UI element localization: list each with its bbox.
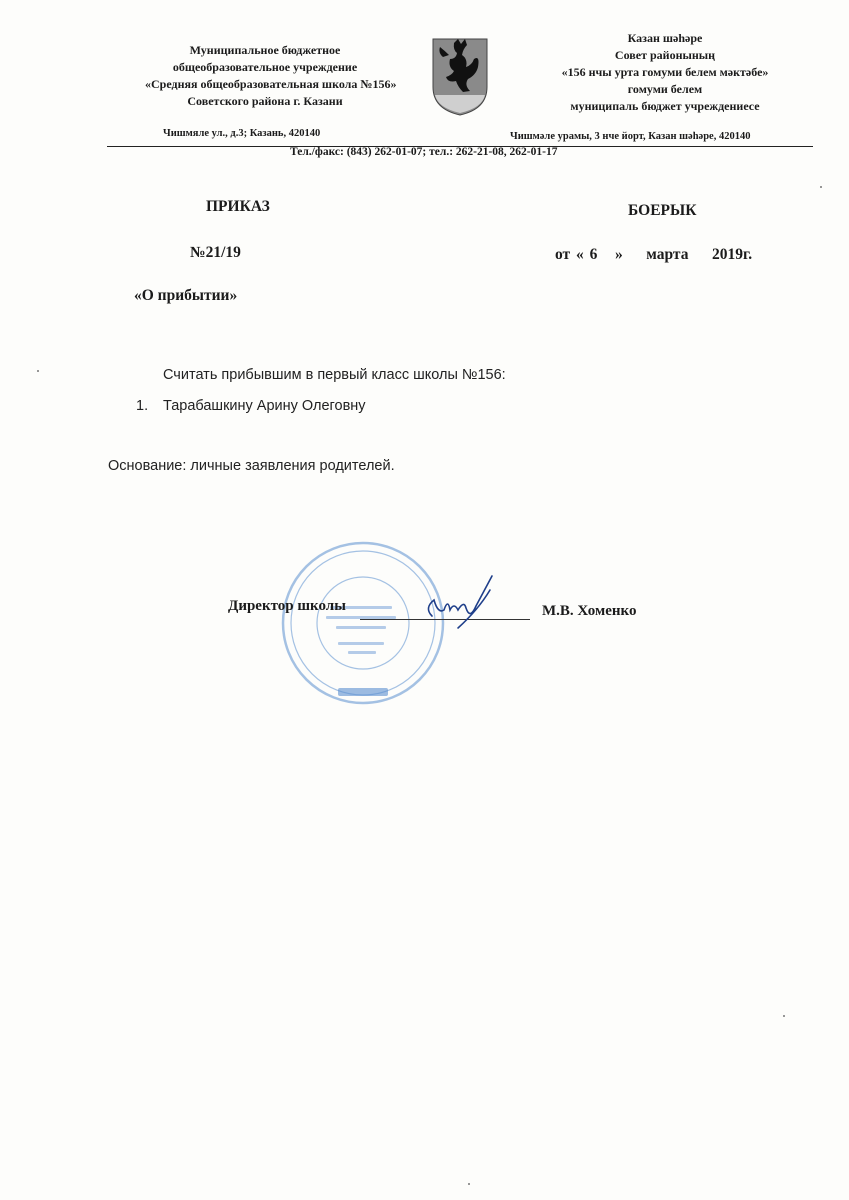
kazan-coat-of-arms-icon (430, 35, 490, 117)
school-name-tt-line: «156 нчы урта гомуми белем мәктәбе» (561, 65, 769, 79)
school-name-tt (520, 30, 810, 115)
order-date: от « 6 » марта 2019г. (555, 246, 753, 263)
scan-speck (37, 370, 39, 372)
contacts-line: Тел./факс: (843) 262-01-07; тел.: 262-21-08, 262-01-17 (290, 146, 558, 158)
school-name-ru-line: «Средняя общеобразовательная школа №156» (145, 77, 397, 91)
school-name-tt-line: Казан шәһәре (627, 31, 703, 45)
address-tt: Чишмәле урамы, 3 нче йорт, Казан шәһәре, 420140 (510, 131, 751, 142)
school-name-tt-line: муниципаль бюджет учреждениесе (570, 99, 760, 113)
address-ru: Чишмяле ул., д.3; Казань, 420140 (163, 128, 321, 139)
school-name-ru-line: Советского района г. Казани (187, 94, 343, 108)
order-number: №21/19 (190, 244, 241, 261)
scan-speck (783, 1015, 785, 1017)
order-title-tt: БОЕРЫК (628, 202, 697, 219)
list-item-number: 1. (136, 398, 149, 414)
signer-role: Директор школы (228, 598, 346, 614)
signer-name: М.В. Хоменко (542, 603, 637, 619)
scan-speck (820, 186, 822, 188)
school-name-ru (145, 42, 397, 110)
order-title-ru: ПРИКАЗ (206, 198, 270, 215)
school-name-ru-line: Муниципальное бюджетное (189, 43, 341, 57)
school-name-tt-line: Совет районының (614, 48, 716, 62)
school-name-ru-line: общеобразовательное учреждение (172, 60, 358, 74)
list-item-text: Тарабашкину Арину Олеговну (163, 398, 366, 414)
scan-speck (468, 1183, 470, 1185)
order-subject: «О прибытии» (134, 287, 238, 304)
order-basis: Основание: личные заявления родителей. (108, 458, 395, 474)
order-intro: Считать прибывшим в первый класс школы №156: (163, 367, 506, 383)
list-item (136, 398, 366, 414)
school-name-tt-line: гомуми белем (627, 82, 703, 96)
director-signature (418, 570, 508, 640)
